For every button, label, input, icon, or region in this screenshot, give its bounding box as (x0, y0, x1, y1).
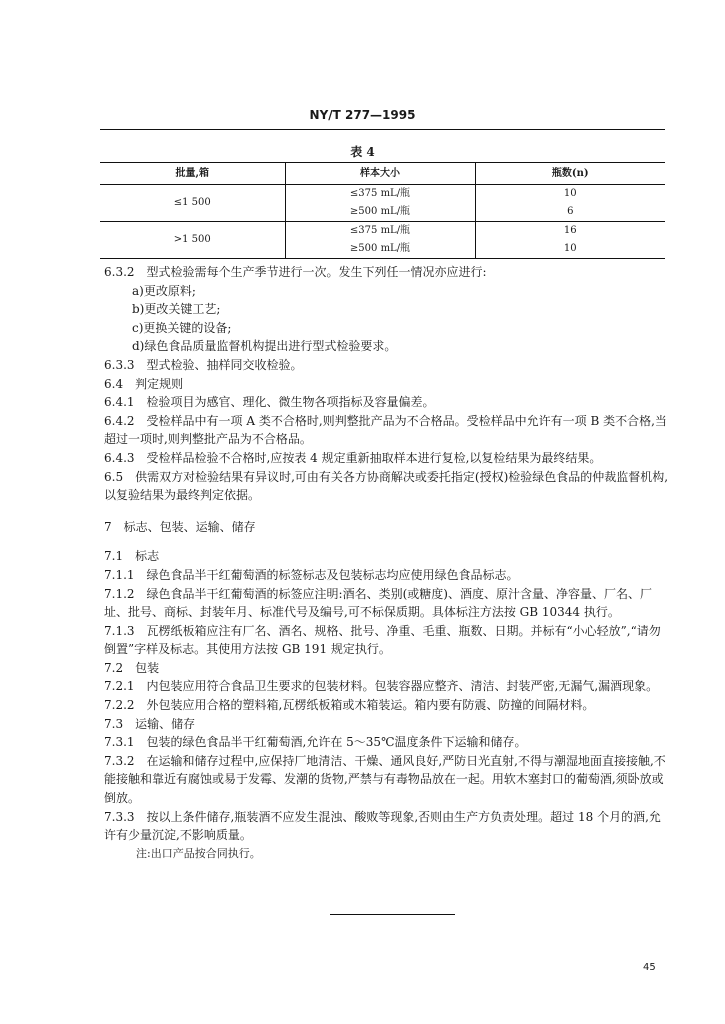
heading-6-4: 6.4 判定规则 (104, 376, 184, 391)
size-cell: ≥500 mL/瓶 (285, 240, 475, 259)
heading-7-3: 7.3 运输、储存 (104, 716, 196, 731)
header-bottle-count: 瓶数(n) (475, 163, 665, 185)
size-cell: ≤375 mL/瓶 (285, 185, 475, 204)
clause-7-1-3: 7.1.3 瓦楞纸板箱应注有厂名、酒名、规格、批号、净重、毛重、瓶数、日期。并标有“小心轻放”,“请勿倒置”字样及标志。其使用方法按 GB 191 规定执行。 (104, 623, 661, 657)
heading-7: 7 标志、包装、运输、储存 (104, 519, 256, 534)
clause-7-3-2: 7.3.2 在运输和储存过程中,应保持厂地清洁、干燥、通风良好,严防日光直射,不得与潮湿地面直接接触,不能接触和靠近有腐蚀或易于发霉、发潮的货物,严禁与有毒物品放在一起。用软木塞封口的葡萄酒,须卧放或倒放。 (104, 753, 666, 806)
table-row (100, 185, 665, 204)
heading-7-2: 7.2 包装 (104, 660, 160, 675)
clause-7-2-2: 7.2.2 外包装应用合格的塑料箱,瓦楞纸板箱或木箱装运。箱内要有防震、防撞的间隔材料。 (104, 698, 595, 713)
end-rule (330, 914, 455, 915)
list-item: a)更改原料; (132, 283, 196, 298)
clause-6-4-3: 6.4.3 受检样品检验不合格时,应按表 4 规定重新抽取样本进行复检,以复检结果为最终结果。 (104, 450, 602, 465)
page-number: 45 (643, 962, 656, 973)
header-sample-size: 样本大小 (285, 163, 475, 185)
heading-7-1: 7.1 标志 (104, 549, 160, 564)
table-header-row (100, 163, 665, 185)
clause-7-1-1: 7.1.1 绿色食品半干红葡萄酒的标签标志及包装标志均应使用绿色食品标志。 (104, 567, 519, 582)
table-title: 表 4 (350, 145, 375, 159)
body-text (104, 263, 669, 863)
standard-number: NY/T 277—1995 (309, 108, 416, 122)
count-cell: 16 (563, 225, 577, 236)
size-cell: ≤375 mL/瓶 (285, 222, 475, 241)
sampling-table (100, 162, 665, 259)
clause-7-2-1: 7.2.1 内包装应用符合食品卫生要求的包装材料。包装容器应整齐、清洁、封装严密,无漏气,漏酒现象。 (104, 679, 659, 694)
note: 注:出口产品按合同执行。 (136, 846, 261, 860)
list-item: b)更改关键工艺; (132, 302, 221, 317)
header-rule (100, 129, 665, 130)
clause-7-1-2: 7.1.2 绿色食品半干红葡萄酒的标签应注明:酒名、类别(或糖度)、酒度、原汁含量、净容量、厂名、厂址、批号、商标、封装年月、标准代号及编号,可不标保质期。具体标注方法按 GB 10344 执行。 (104, 586, 652, 620)
count-cell: 10 (563, 188, 577, 199)
clause-6-3-2: 6.3.2 型式检验需每个生产季节进行一次。发生下列任一情况亦应进行: (104, 265, 487, 279)
clause-6-5: 6.5 供需双方对检验结果有异议时,可由有关各方协商解决或委托指定(授权)检验绿色食品的仲裁监督机构,以复验结果为最终判定依据。 (104, 469, 669, 503)
lot-cell: ≤1 500 (100, 185, 285, 222)
clause-6-4-2: 6.4.2 受检样品中有一项 A 类不合格时,则判整批产品为不合格品。受检样品中允许有一项 B 类不合格,当超过一项时,则判整批产品为不合格品。 (104, 413, 667, 447)
lot-cell: >1 500 (100, 222, 285, 259)
clause-6-4-1: 6.4.1 检验项目为感官、理化、微生物各项指标及容量偏差。 (104, 395, 435, 410)
size-cell: ≥500 mL/瓶 (285, 203, 475, 222)
table-row (100, 222, 665, 241)
count-cell: 6 (475, 203, 665, 222)
header-lot: 批量,箱 (100, 163, 285, 185)
clause-7-3-1: 7.3.1 包装的绿色食品半干红葡萄酒,允许在 5～35℃温度条件下运输和储存。 (104, 735, 527, 750)
clause-6-3-3: 6.3.3 型式检验、抽样同交收检验。 (104, 357, 303, 372)
list-item: d)绿色食品质量监督机构提出进行型式检验要求。 (132, 339, 397, 354)
count-cell: 10 (475, 240, 665, 259)
clause-7-3-3: 7.3.3 按以上条件储存,瓶装酒不应发生混浊、酸败等现象,否则由生产方负责处理。超过 18 个月的酒,允许有少量沉淀,不影响质量。 (104, 809, 661, 843)
list-item: c)更换关键的设备; (132, 320, 232, 335)
